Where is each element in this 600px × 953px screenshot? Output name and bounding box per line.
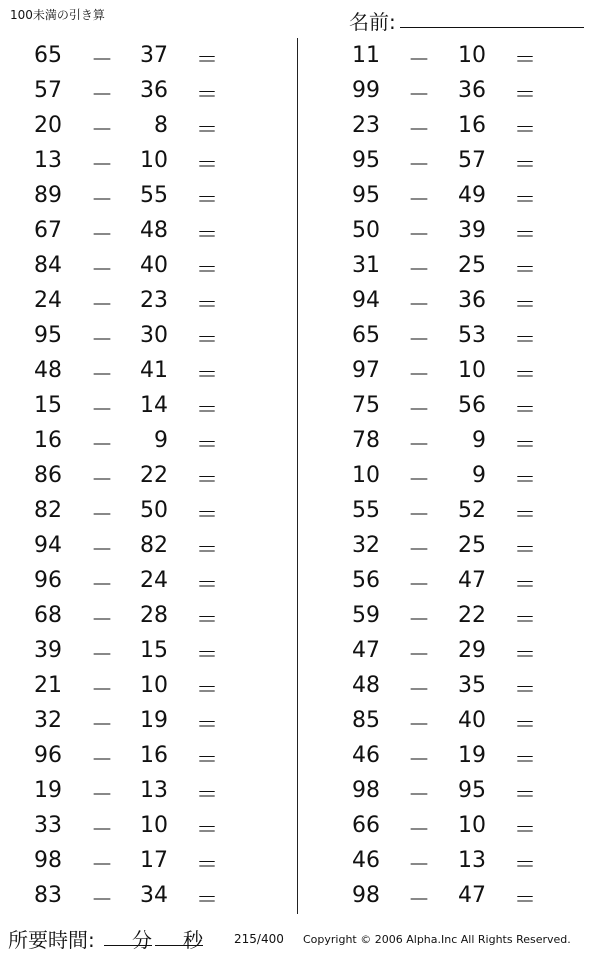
minus-sign: －: [408, 573, 431, 598]
equals-sign: ＝: [196, 468, 219, 493]
minus-sign: －: [91, 748, 114, 773]
seconds-unit: 秒: [183, 928, 203, 952]
minutes-unit: 分: [132, 928, 152, 952]
subtrahend: 47: [458, 883, 486, 908]
problem-row: [320, 493, 580, 528]
minuend: 56: [352, 568, 380, 593]
problem-row: [320, 283, 580, 318]
problem-row: [0, 318, 260, 353]
equals-sign: ＝: [514, 538, 537, 563]
problem-row: [0, 528, 260, 563]
equals-sign: ＝: [514, 888, 537, 913]
minuend: 78: [352, 428, 380, 453]
equals-sign: ＝: [514, 83, 537, 108]
subtrahend: 82: [140, 533, 168, 558]
subtrahend: 50: [140, 498, 168, 523]
equals-sign: ＝: [196, 538, 219, 563]
problem-row: [320, 668, 580, 703]
subtrahend: 30: [140, 323, 168, 348]
minus-sign: －: [408, 223, 431, 248]
subtrahend: 47: [458, 568, 486, 593]
problem-row: [320, 458, 580, 493]
minuend: 85: [352, 708, 380, 733]
problem-row: [320, 773, 580, 808]
subtrahend: 56: [458, 393, 486, 418]
problem-row: [320, 213, 580, 248]
minus-sign: －: [91, 818, 114, 843]
minuend: 65: [34, 43, 62, 68]
minus-sign: －: [408, 118, 431, 143]
minuend: 21: [34, 673, 62, 698]
minus-sign: －: [91, 153, 114, 178]
problem-row: [0, 773, 260, 808]
equals-sign: ＝: [196, 188, 219, 213]
minus-sign: －: [408, 713, 431, 738]
minus-sign: －: [91, 328, 114, 353]
minuend: 94: [352, 288, 380, 313]
name-label: 名前:: [349, 10, 396, 34]
minuend: 95: [352, 148, 380, 173]
problem-row: [0, 388, 260, 423]
subtrahend: 29: [458, 638, 486, 663]
equals-sign: ＝: [196, 748, 219, 773]
subtrahend: 53: [458, 323, 486, 348]
minuend: 75: [352, 393, 380, 418]
minuend: 59: [352, 603, 380, 628]
minus-sign: －: [91, 468, 114, 493]
subtrahend: 35: [458, 673, 486, 698]
equals-sign: ＝: [196, 398, 219, 423]
equals-sign: ＝: [196, 608, 219, 633]
equals-sign: ＝: [514, 643, 537, 668]
minus-sign: －: [91, 783, 114, 808]
left-problem-column: [0, 38, 260, 913]
minus-sign: －: [408, 398, 431, 423]
subtrahend: 10: [140, 673, 168, 698]
problem-row: [320, 528, 580, 563]
equals-sign: ＝: [196, 643, 219, 668]
subtrahend: 37: [140, 43, 168, 68]
minus-sign: －: [91, 853, 114, 878]
subtrahend: 34: [140, 883, 168, 908]
worksheet-title: 100未満の引き算: [10, 8, 105, 22]
minus-sign: －: [408, 433, 431, 458]
problem-row: [320, 143, 580, 178]
problem-row: [320, 73, 580, 108]
subtrahend: 8: [154, 113, 168, 138]
problem-row: [320, 108, 580, 143]
minus-sign: －: [408, 748, 431, 773]
minuend: 46: [352, 743, 380, 768]
equals-sign: ＝: [514, 713, 537, 738]
minus-sign: －: [408, 538, 431, 563]
equals-sign: ＝: [196, 118, 219, 143]
equals-sign: ＝: [514, 468, 537, 493]
problem-row: [0, 668, 260, 703]
minus-sign: －: [91, 83, 114, 108]
problem-row: [0, 458, 260, 493]
subtrahend: 19: [140, 708, 168, 733]
equals-sign: ＝: [514, 398, 537, 423]
problem-row: [320, 808, 580, 843]
minuend: 50: [352, 218, 380, 243]
equals-sign: ＝: [196, 48, 219, 73]
problem-row: [0, 878, 260, 913]
problem-row: [0, 248, 260, 283]
subtrahend: 22: [458, 603, 486, 628]
minuend: 33: [34, 813, 62, 838]
equals-sign: ＝: [514, 153, 537, 178]
equals-sign: ＝: [196, 363, 219, 388]
minus-sign: －: [91, 643, 114, 668]
problem-row: [320, 38, 580, 73]
minus-sign: －: [408, 48, 431, 73]
minus-sign: －: [91, 188, 114, 213]
problem-row: [0, 353, 260, 388]
minus-sign: －: [91, 223, 114, 248]
problem-row: [320, 738, 580, 773]
minus-sign: －: [408, 783, 431, 808]
minuend: 98: [352, 883, 380, 908]
minuend: 55: [352, 498, 380, 523]
equals-sign: ＝: [514, 783, 537, 808]
equals-sign: ＝: [196, 83, 219, 108]
subtrahend: 57: [458, 148, 486, 173]
problem-row: [0, 283, 260, 318]
subtrahend: 41: [140, 358, 168, 383]
equals-sign: ＝: [514, 573, 537, 598]
equals-sign: ＝: [514, 433, 537, 458]
minuend: 68: [34, 603, 62, 628]
subtrahend: 48: [140, 218, 168, 243]
minus-sign: －: [408, 468, 431, 493]
minuend: 32: [352, 533, 380, 558]
minuend: 57: [34, 78, 62, 103]
worksheet-number: 215/400: [234, 932, 284, 946]
minuend: 94: [34, 533, 62, 558]
subtrahend: 24: [140, 568, 168, 593]
subtrahend: 13: [140, 778, 168, 803]
subtrahend: 55: [140, 183, 168, 208]
equals-sign: ＝: [514, 853, 537, 878]
equals-sign: ＝: [196, 713, 219, 738]
minus-sign: －: [91, 363, 114, 388]
equals-sign: ＝: [514, 223, 537, 248]
minuend: 83: [34, 883, 62, 908]
minus-sign: －: [91, 398, 114, 423]
subtrahend: 15: [140, 638, 168, 663]
subtrahend: 9: [154, 428, 168, 453]
equals-sign: ＝: [196, 433, 219, 458]
equals-sign: ＝: [514, 118, 537, 143]
minuend: 89: [34, 183, 62, 208]
minus-sign: －: [408, 608, 431, 633]
problem-row: [0, 598, 260, 633]
minus-sign: －: [408, 818, 431, 843]
subtrahend: 28: [140, 603, 168, 628]
equals-sign: ＝: [196, 573, 219, 598]
minuend: 98: [34, 848, 62, 873]
minuend: 13: [34, 148, 62, 173]
minuend: 19: [34, 778, 62, 803]
equals-sign: ＝: [514, 48, 537, 73]
problem-row: [0, 38, 260, 73]
minuend: 46: [352, 848, 380, 873]
subtrahend: 23: [140, 288, 168, 313]
equals-sign: ＝: [196, 888, 219, 913]
problem-row: [0, 108, 260, 143]
name-entry-line[interactable]: [400, 27, 584, 28]
equals-sign: ＝: [514, 363, 537, 388]
minuend: 15: [34, 393, 62, 418]
subtrahend: 22: [140, 463, 168, 488]
minus-sign: －: [91, 573, 114, 598]
subtrahend: 36: [140, 78, 168, 103]
equals-sign: ＝: [514, 503, 537, 528]
equals-sign: ＝: [514, 818, 537, 843]
subtrahend: 10: [140, 148, 168, 173]
minuend: 82: [34, 498, 62, 523]
problem-row: [320, 248, 580, 283]
subtrahend: 49: [458, 183, 486, 208]
minus-sign: －: [408, 678, 431, 703]
problem-row: [320, 318, 580, 353]
equals-sign: ＝: [514, 678, 537, 703]
equals-sign: ＝: [196, 153, 219, 178]
equals-sign: ＝: [514, 188, 537, 213]
minuend: 96: [34, 743, 62, 768]
minuend: 97: [352, 358, 380, 383]
problem-row: [320, 388, 580, 423]
minus-sign: －: [91, 713, 114, 738]
minuend: 11: [352, 43, 380, 68]
subtrahend: 25: [458, 533, 486, 558]
problem-row: [320, 598, 580, 633]
minuend: 31: [352, 253, 380, 278]
problem-row: [0, 423, 260, 458]
minuend: 66: [352, 813, 380, 838]
copyright-notice: Copyright © 2006 Alpha.Inc All Rights Reserved.: [303, 933, 571, 946]
minus-sign: －: [408, 363, 431, 388]
minuend: 86: [34, 463, 62, 488]
minuend: 23: [352, 113, 380, 138]
subtrahend: 40: [458, 708, 486, 733]
equals-sign: ＝: [514, 258, 537, 283]
problem-row: [0, 178, 260, 213]
minus-sign: －: [408, 888, 431, 913]
subtrahend: 13: [458, 848, 486, 873]
minus-sign: －: [408, 83, 431, 108]
minuend: 95: [34, 323, 62, 348]
subtrahend: 14: [140, 393, 168, 418]
problem-row: [0, 143, 260, 178]
minuend: 98: [352, 778, 380, 803]
minuend: 10: [352, 463, 380, 488]
minus-sign: －: [91, 503, 114, 528]
minuend: 39: [34, 638, 62, 663]
problem-row: [0, 633, 260, 668]
equals-sign: ＝: [196, 258, 219, 283]
subtrahend: 9: [472, 428, 486, 453]
minuend: 47: [352, 638, 380, 663]
equals-sign: ＝: [514, 608, 537, 633]
equals-sign: ＝: [196, 328, 219, 353]
minus-sign: －: [91, 608, 114, 633]
minus-sign: －: [91, 258, 114, 283]
minus-sign: －: [408, 153, 431, 178]
problem-row: [320, 563, 580, 598]
problem-row: [0, 703, 260, 738]
minus-sign: －: [91, 433, 114, 458]
minuend: 67: [34, 218, 62, 243]
minus-sign: －: [408, 293, 431, 318]
minuend: 99: [352, 78, 380, 103]
minus-sign: －: [408, 503, 431, 528]
minus-sign: －: [408, 853, 431, 878]
subtrahend: 52: [458, 498, 486, 523]
equals-sign: ＝: [196, 223, 219, 248]
subtrahend: 10: [458, 358, 486, 383]
problem-row: [320, 843, 580, 878]
subtrahend: 95: [458, 778, 486, 803]
minuend: 48: [34, 358, 62, 383]
equals-sign: ＝: [196, 783, 219, 808]
minus-sign: －: [91, 48, 114, 73]
subtrahend: 25: [458, 253, 486, 278]
subtrahend: 40: [140, 253, 168, 278]
problem-row: [320, 703, 580, 738]
problem-row: [0, 843, 260, 878]
minus-sign: －: [91, 538, 114, 563]
equals-sign: ＝: [514, 293, 537, 318]
problem-row: [0, 563, 260, 598]
problem-row: [320, 178, 580, 213]
equals-sign: ＝: [514, 748, 537, 773]
minus-sign: －: [91, 118, 114, 143]
equals-sign: ＝: [196, 678, 219, 703]
problem-row: [0, 493, 260, 528]
subtrahend: 10: [458, 813, 486, 838]
equals-sign: ＝: [514, 328, 537, 353]
minuend: 16: [34, 428, 62, 453]
minus-sign: －: [408, 643, 431, 668]
problem-row: [0, 213, 260, 248]
subtrahend: 36: [458, 78, 486, 103]
minus-sign: －: [408, 258, 431, 283]
problem-row: [320, 353, 580, 388]
minuend: 48: [352, 673, 380, 698]
subtrahend: 17: [140, 848, 168, 873]
subtrahend: 16: [458, 113, 486, 138]
equals-sign: ＝: [196, 853, 219, 878]
minus-sign: －: [408, 328, 431, 353]
equals-sign: ＝: [196, 293, 219, 318]
subtrahend: 9: [472, 463, 486, 488]
time-label: 所要時間:: [8, 928, 95, 952]
equals-sign: ＝: [196, 818, 219, 843]
subtrahend: 19: [458, 743, 486, 768]
problem-row: [0, 808, 260, 843]
subtrahend: 16: [140, 743, 168, 768]
minuend: 95: [352, 183, 380, 208]
minuend: 84: [34, 253, 62, 278]
problem-row: [0, 73, 260, 108]
subtrahend: 36: [458, 288, 486, 313]
minuend: 96: [34, 568, 62, 593]
problem-row: [320, 878, 580, 913]
minuend: 32: [34, 708, 62, 733]
minus-sign: －: [91, 293, 114, 318]
minus-sign: －: [408, 188, 431, 213]
subtrahend: 10: [458, 43, 486, 68]
column-divider: [297, 38, 298, 914]
subtrahend: 10: [140, 813, 168, 838]
minuend: 65: [352, 323, 380, 348]
problem-row: [320, 633, 580, 668]
minus-sign: －: [91, 678, 114, 703]
equals-sign: ＝: [196, 503, 219, 528]
right-problem-column: [320, 38, 580, 913]
minuend: 24: [34, 288, 62, 313]
minuend: 20: [34, 113, 62, 138]
problem-row: [320, 423, 580, 458]
minus-sign: －: [91, 888, 114, 913]
subtrahend: 39: [458, 218, 486, 243]
problem-row: [0, 738, 260, 773]
